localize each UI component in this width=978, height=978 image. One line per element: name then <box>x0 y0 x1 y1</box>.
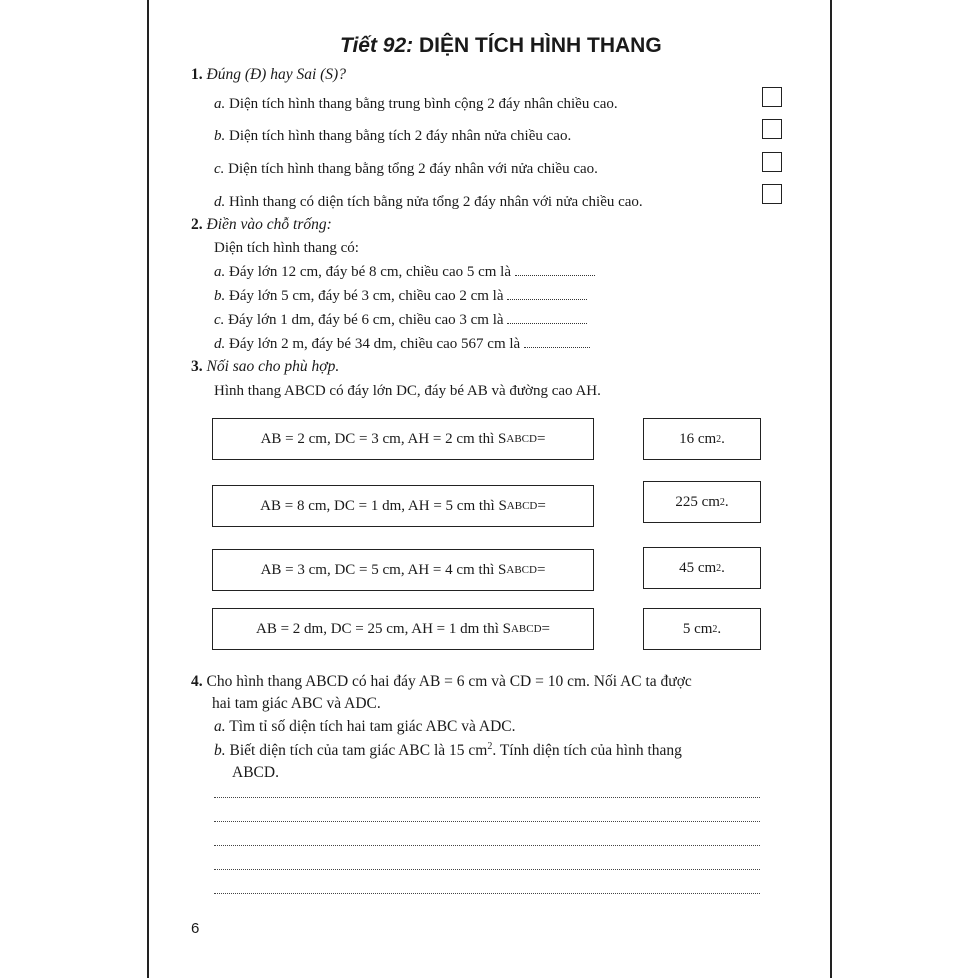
q3-right-4-sup: 2 <box>712 623 718 635</box>
q3-left-box-4[interactable] <box>212 608 594 650</box>
q2-intro: Diện tích hình thang có: <box>214 240 359 256</box>
q1-item-a-label: a. <box>214 96 226 112</box>
q1-item-a-text: Diện tích hình thang bằng trung bình cộng 2 đáy nhân chiều cao. <box>229 96 618 112</box>
answer-line-3[interactable] <box>214 845 760 846</box>
q3-left-3-text: AB = 3 cm, DC = 5 cm, AH = 4 cm thì S <box>260 561 507 578</box>
q2-text: Điền vào chỗ trống: <box>206 216 332 233</box>
q2-item-c <box>214 311 587 329</box>
title-prefix: Tiết 92: <box>340 34 414 57</box>
q4-item-a-label: a. <box>214 718 226 735</box>
q4-text-1: Cho hình thang ABCD có hai đáy AB = 6 cm và CD = 10 cm. Nối AC ta được <box>206 673 692 690</box>
q4-item-b-text-2: . Tính diện tích của hình thang <box>492 742 682 760</box>
q3-right-4-tail: . <box>717 620 722 637</box>
q3-left-box-2[interactable] <box>212 485 594 527</box>
q2-blank-d[interactable] <box>524 335 590 348</box>
q3-right-3-val: 45 cm <box>679 559 717 576</box>
q1-number: 1. <box>191 66 203 83</box>
q1-item-c <box>214 161 598 178</box>
q2-item-d-label: d. <box>214 336 226 352</box>
q3-left-1-eq: = <box>536 430 546 447</box>
q2-heading <box>191 216 332 234</box>
q1-checkbox-a[interactable] <box>762 87 782 107</box>
q3-right-4-val: 5 cm <box>682 620 713 637</box>
q2-item-a-text: Đáy lớn 12 cm, đáy bé 8 cm, chiều cao 5 cm là <box>229 264 512 280</box>
q3-right-3-sup: 2 <box>716 562 722 574</box>
q3-right-box-1[interactable] <box>643 418 761 460</box>
q3-right-1-val: 16 cm <box>679 430 717 447</box>
q3-intro: Hình thang ABCD có đáy lớn DC, đáy bé AB và đường cao AH. <box>214 383 601 399</box>
q4-item-a-text: Tìm tỉ số diện tích hai tam giác ABC và ADC. <box>229 718 516 735</box>
q1-item-d <box>214 194 643 211</box>
q3-text: Nối sao cho phù hợp. <box>206 358 340 375</box>
q2-number: 2. <box>191 216 203 233</box>
q3-right-box-3[interactable] <box>643 547 761 589</box>
q1-checkbox-b[interactable] <box>762 119 782 139</box>
q1-checkbox-c[interactable] <box>762 152 782 172</box>
q3-left-box-1[interactable] <box>212 418 594 460</box>
q2-item-b <box>214 287 587 305</box>
q1-item-d-text: Hình thang có diện tích bằng nửa tổng 2 đáy nhân với nửa chiều cao. <box>229 194 643 210</box>
q1-item-b <box>214 128 571 145</box>
q4-number: 4. <box>191 673 203 690</box>
q4-item-b-text-1: Biết diện tích của tam giác ABC là 15 cm <box>229 742 488 760</box>
q3-left-box-3[interactable] <box>212 549 594 591</box>
q4-item-b <box>214 741 682 760</box>
q3-left-3-sub: ABCD <box>506 564 537 576</box>
q3-right-box-4[interactable] <box>643 608 761 650</box>
q3-left-3-eq: = <box>536 561 546 578</box>
q3-right-2-tail: . <box>724 493 729 510</box>
q2-blank-b[interactable] <box>507 287 587 300</box>
q3-heading <box>191 358 339 376</box>
q2-item-d <box>214 335 590 353</box>
q3-left-2-sub: ABCD <box>506 500 538 512</box>
answer-line-2[interactable] <box>214 821 760 822</box>
page-number: 6 <box>191 920 200 937</box>
q3-right-1-sup: 2 <box>716 433 722 445</box>
q1-item-c-text: Diện tích hình thang bằng tổng 2 đáy nhân với nửa chiều cao. <box>228 161 598 177</box>
q3-right-2-val: 225 cm <box>675 493 720 510</box>
q1-item-d-label: d. <box>214 194 226 210</box>
q3-left-4-text: AB = 2 dm, DC = 25 cm, AH = 1 dm thì S <box>255 620 511 637</box>
q4-item-b-label: b. <box>214 742 226 760</box>
q1-heading <box>191 66 346 84</box>
q1-item-a <box>214 96 618 113</box>
q3-left-2-eq: = <box>537 497 546 514</box>
q3-number: 3. <box>191 358 203 375</box>
q1-item-b-label: b. <box>214 128 226 144</box>
q4-line-2: hai tam giác ABC và ADC. <box>212 695 381 712</box>
q2-item-a <box>214 263 595 281</box>
q2-item-b-text: Đáy lớn 5 cm, đáy bé 3 cm, chiều cao 2 cm là <box>229 288 504 304</box>
q4-item-b-line-2: ABCD. <box>232 764 279 781</box>
q3-left-1-sub: ABCD <box>506 433 537 445</box>
q4-item-a <box>214 718 516 736</box>
q3-left-2-text: AB = 8 cm, DC = 1 dm, AH = 5 cm thì S <box>260 497 507 514</box>
q3-left-1-text: AB = 2 cm, DC = 3 cm, AH = 2 cm thì S <box>260 430 507 447</box>
answer-line-4[interactable] <box>214 869 760 870</box>
page-title <box>340 34 662 58</box>
q3-left-4-sub: ABCD <box>510 623 542 635</box>
q2-item-d-text: Đáy lớn 2 m, đáy bé 34 dm, chiều cao 567 cm là <box>229 336 521 352</box>
q2-item-a-label: a. <box>214 264 226 280</box>
q3-right-box-2[interactable] <box>643 481 761 523</box>
q4-line-1 <box>191 673 692 691</box>
q2-blank-c[interactable] <box>507 311 587 324</box>
q2-blank-a[interactable] <box>515 263 595 276</box>
title-main: DIỆN TÍCH HÌNH THANG <box>419 34 662 57</box>
answer-line-5[interactable] <box>214 893 760 894</box>
q3-right-1-tail: . <box>721 430 725 447</box>
q1-text: Đúng (Đ) hay Sai (S)? <box>206 66 346 83</box>
q1-checkbox-d[interactable] <box>762 184 782 204</box>
q2-item-c-label: c. <box>214 312 225 328</box>
q3-left-4-eq: = <box>541 620 550 637</box>
q2-item-c-text: Đáy lớn 1 dm, đáy bé 6 cm, chiều cao 3 cm là <box>228 312 504 328</box>
q4-item-b-sup: 2 <box>487 741 493 752</box>
answer-line-1[interactable] <box>214 797 760 798</box>
q1-item-b-text: Diện tích hình thang bằng tích 2 đáy nhân nửa chiều cao. <box>229 128 572 144</box>
q1-item-c-label: c. <box>214 161 225 177</box>
q2-item-b-label: b. <box>214 288 226 304</box>
q3-right-3-tail: . <box>721 559 725 576</box>
q3-right-2-sup: 2 <box>719 496 725 508</box>
